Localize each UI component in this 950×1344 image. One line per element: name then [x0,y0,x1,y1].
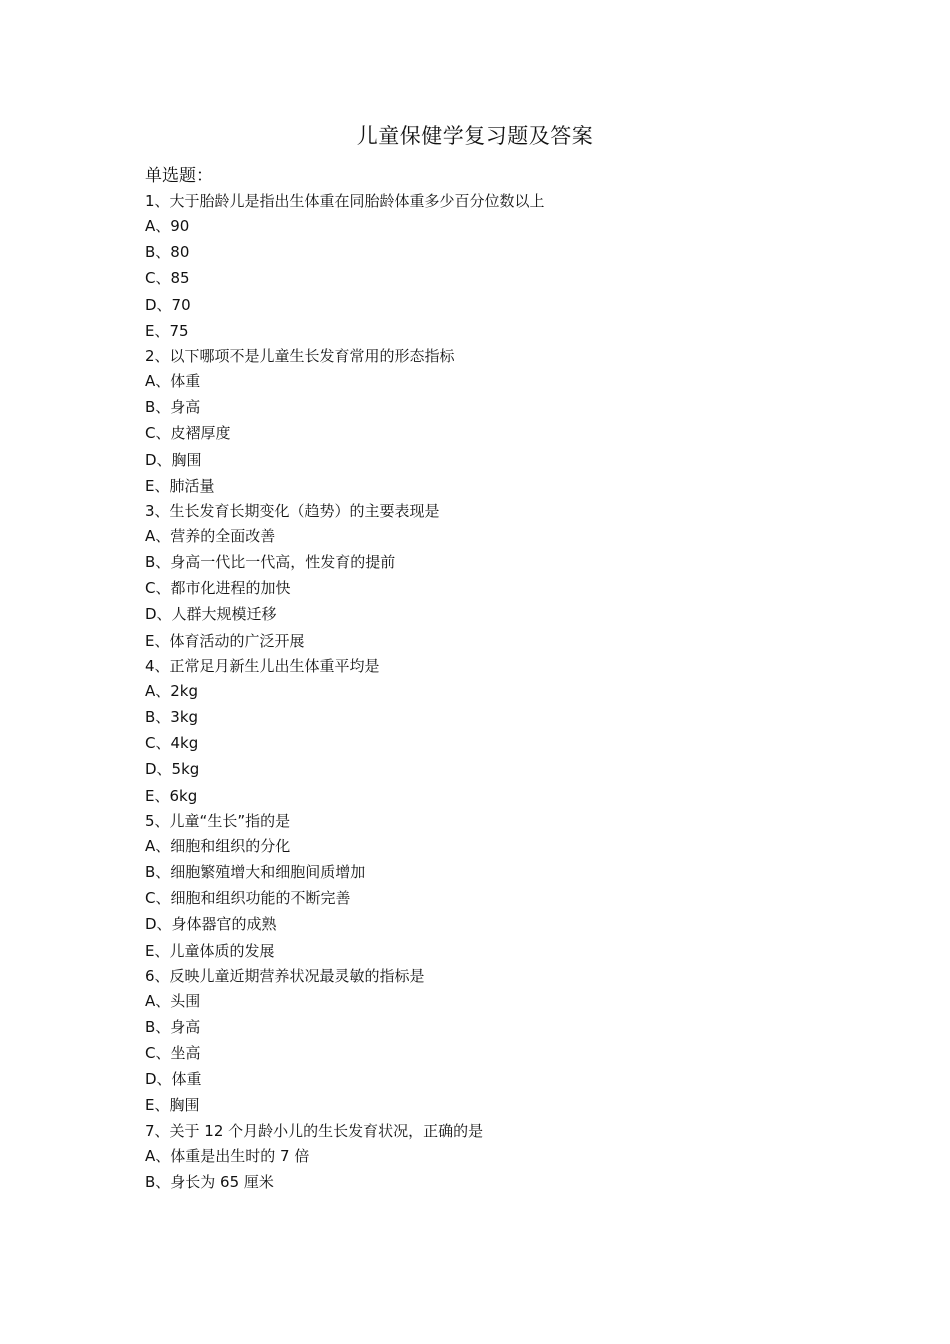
question-text: 7、关于 12 个月龄小儿的生长发育状况，正确的是 [145,1121,484,1140]
answer-option: D、体重 [145,1070,202,1089]
answer-option: D、人群大规模迁移 [145,605,277,624]
answer-option: A、头围 [145,991,201,1010]
answer-option: C、85 [145,269,190,288]
answer-option: D、5kg [145,760,200,779]
answer-option: B、3kg [145,708,199,726]
answer-option: D、胸围 [145,450,202,469]
answer-option: A、2kg [145,681,199,700]
answer-option: E、肺活量 [145,476,215,495]
question-text: 6、反映儿童近期营养状况最灵敏的指标是 [145,966,425,985]
answer-option: B、身长为 65 厘米 [145,1172,274,1191]
question-text: 5、儿童“生长”指的是 [145,811,291,830]
answer-option: B、80 [145,243,190,262]
answer-option: E、6kg [145,786,198,805]
answer-option: B、身高 [145,1017,201,1036]
question-text: 4、正常足月新生儿出生体重平均是 [145,656,380,675]
document-title: 儿童保健学复习题及答案 [356,124,594,148]
answer-option: C、细胞和组织功能的不断完善 [145,889,351,908]
answer-option: C、坐高 [145,1044,201,1063]
answer-option: B、身高一代比一代高，性发育的提前 [145,553,396,572]
answer-option: E、75 [145,321,189,340]
answer-option: E、体育活动的广泛开展 [145,631,305,650]
answer-option: D、身体器官的成熟 [145,915,277,934]
question-text: 3、生长发育长期变化（趋势）的主要表现是 [145,501,440,520]
section-label: 单选题： [145,166,213,186]
answer-option: A、体重是出生时的 7 倍 [145,1146,310,1165]
answer-option: C、4kg [145,734,199,753]
answer-option: A、体重 [145,371,201,390]
question-list [145,163,845,1195]
answer-option: E、儿童体质的发展 [145,941,275,960]
answer-option: D、70 [145,295,191,314]
answer-option: B、细胞繁殖增大和细胞间质增加 [145,862,366,881]
question-text: 1、大于胎龄儿是指出生体重在同胎龄体重多少百分位数以上 [145,192,545,210]
answer-option: C、都市化进程的加快 [145,579,291,598]
answer-option: C、皮褶厚度 [145,424,231,443]
answer-option: A、营养的全面改善 [145,526,276,545]
question-text: 2、以下哪项不是儿童生长发育常用的形态指标 [145,346,455,365]
answer-option: E、胸围 [145,1096,200,1115]
answer-option: A、细胞和组织的分化 [145,836,291,855]
answer-option: B、身高 [145,398,201,417]
answer-option: A、90 [145,217,190,235]
